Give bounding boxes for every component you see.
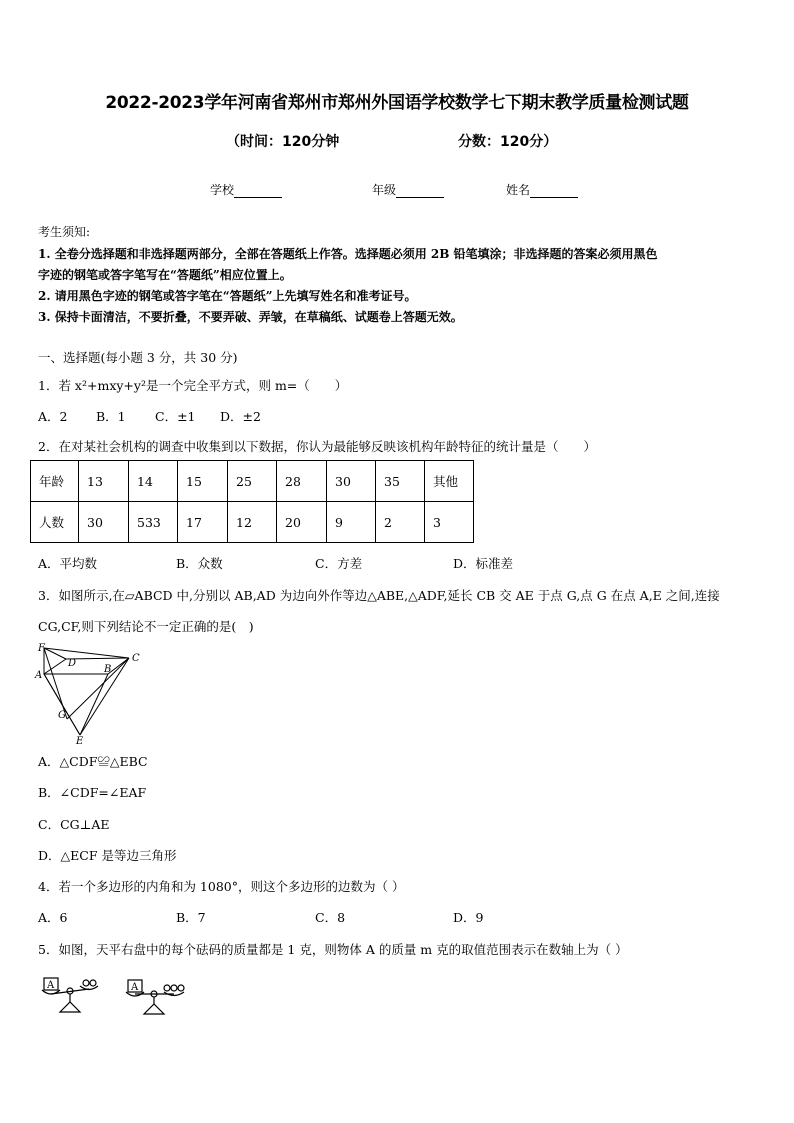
q3-option-d: D．△ECF 是等边三角形 bbox=[38, 848, 177, 863]
table-cell: 35 bbox=[376, 461, 425, 502]
q3-option-c: C．CG⊥AE bbox=[38, 817, 110, 832]
label-A: A bbox=[35, 670, 43, 681]
table-cell: 13 bbox=[79, 461, 129, 502]
q2-option-b: B．众数 bbox=[176, 556, 223, 571]
notice-item: 1. 全卷分选择题和非选择题两部分，全部在答题纸上作答。选择题必须用 2B 铅笔填涂；非选择题的答案必须用黑色 bbox=[38, 247, 658, 261]
grade-blank bbox=[396, 185, 444, 198]
question-3-stem-line2: CG,CF,则下列结论不一定正确的是( ) bbox=[38, 619, 254, 634]
label-G: G bbox=[58, 710, 66, 721]
q2-option-a: A．平均数 bbox=[38, 556, 98, 571]
name-field bbox=[506, 181, 578, 198]
table-cell: 2 bbox=[376, 502, 425, 543]
section-heading: 一、选择题(每小题 3 分，共 30 分) bbox=[38, 350, 238, 365]
table-cell: 17 bbox=[178, 502, 228, 543]
q3-option-a: A．△CDF≌△EBC bbox=[38, 754, 148, 769]
q3-option-b: B．∠CDF=∠EAF bbox=[38, 785, 147, 800]
notice-item: 2. 请用黑色字迹的钢笔或答字笔在“答题纸”上先填写姓名和准考证号。 bbox=[38, 289, 417, 303]
school-label: 学校 bbox=[210, 183, 235, 197]
table-row bbox=[31, 461, 474, 502]
exam-info bbox=[226, 131, 558, 151]
question-4-stem: 4．若一个多边形的内角和为 1080°，则这个多边形的边数为（ ） bbox=[38, 879, 405, 894]
page-title: 2022-2023学年河南省郑州市郑州外国语学校数学七下期末教学质量检测试题 bbox=[105, 93, 689, 113]
label-D: D bbox=[68, 658, 77, 669]
exam-time: （时间：120分钟 bbox=[226, 134, 340, 150]
table-cell: 15 bbox=[178, 461, 228, 502]
q1-option-a: A．2 bbox=[38, 409, 68, 424]
question-1-stem: 1．若 x²+mxy+y²是一个完全平方式，则 m=（ ） bbox=[38, 378, 348, 393]
notice-heading: 考生须知: bbox=[38, 225, 91, 239]
q1-option-c: C．±1 bbox=[155, 409, 196, 424]
notice-item: 字迹的钢笔或答字笔写在“答题纸”相应位置上。 bbox=[38, 268, 292, 282]
name-label: 姓名 bbox=[506, 183, 531, 197]
question-3-stem-line1: 3．如图所示,在▱ABCD 中,分别以 AB,AD 为边向外作等边△ABE,△ADF,延长 CB 交 AE 于点 G,点 G 在点 A,E 之间,连接 bbox=[38, 588, 720, 603]
object-a-label-left: A bbox=[47, 980, 55, 991]
table-cell: 533 bbox=[129, 502, 178, 543]
q2-option-c: C．方差 bbox=[315, 556, 363, 571]
table-cell: 12 bbox=[228, 502, 277, 543]
label-F: F bbox=[38, 643, 45, 654]
object-a-label-right: A bbox=[131, 982, 139, 993]
parallelogram-figure bbox=[32, 640, 150, 745]
exam-score: 分数：120分） bbox=[458, 134, 558, 150]
table-cell: 14 bbox=[129, 461, 178, 502]
question-2-stem: 2．在对某社会机构的调查中收集到以下数据，你认为最能够反映该机构年龄特征的统计量是（ ） bbox=[38, 439, 596, 454]
school-field bbox=[210, 181, 282, 198]
table-cell: 年龄 bbox=[31, 461, 79, 502]
q4-option-b: B．7 bbox=[176, 910, 206, 925]
table-cell: 20 bbox=[277, 502, 327, 543]
table-cell: 30 bbox=[79, 502, 129, 543]
q4-option-a: A．6 bbox=[38, 910, 68, 925]
grade-label: 年级 bbox=[372, 183, 397, 197]
balance-scales-figure bbox=[40, 972, 200, 1020]
q4-option-c: C．8 bbox=[315, 910, 346, 925]
notice-item: 3. 保持卡面清洁，不要折叠，不要弄破、弄皱，在草稿纸、试题卷上答题无效。 bbox=[38, 310, 463, 324]
label-B: B bbox=[104, 664, 112, 675]
table-cell: 30 bbox=[327, 461, 376, 502]
question-5-stem: 5．如图，天平右盘中的每个砝码的质量都是 1 克，则物体 A 的质量 m 克的取值范围表示在数轴上为（ ） bbox=[38, 942, 628, 957]
q1-option-b: B．1 bbox=[96, 409, 126, 424]
q4-option-d: D．9 bbox=[453, 910, 484, 925]
school-blank bbox=[234, 185, 282, 198]
q2-option-d: D．标准差 bbox=[453, 556, 514, 571]
label-E: E bbox=[76, 736, 84, 745]
table-cell: 28 bbox=[277, 461, 327, 502]
table-cell: 人数 bbox=[31, 502, 79, 543]
name-blank bbox=[530, 185, 578, 198]
table-cell: 9 bbox=[327, 502, 376, 543]
table-cell: 其他 bbox=[425, 461, 474, 502]
table-row bbox=[31, 502, 474, 543]
table-cell: 3 bbox=[425, 502, 474, 543]
age-data-table bbox=[30, 460, 474, 543]
grade-field bbox=[372, 181, 444, 198]
table-cell: 25 bbox=[228, 461, 277, 502]
label-C: C bbox=[132, 653, 140, 664]
q1-option-d: D．±2 bbox=[220, 409, 261, 424]
